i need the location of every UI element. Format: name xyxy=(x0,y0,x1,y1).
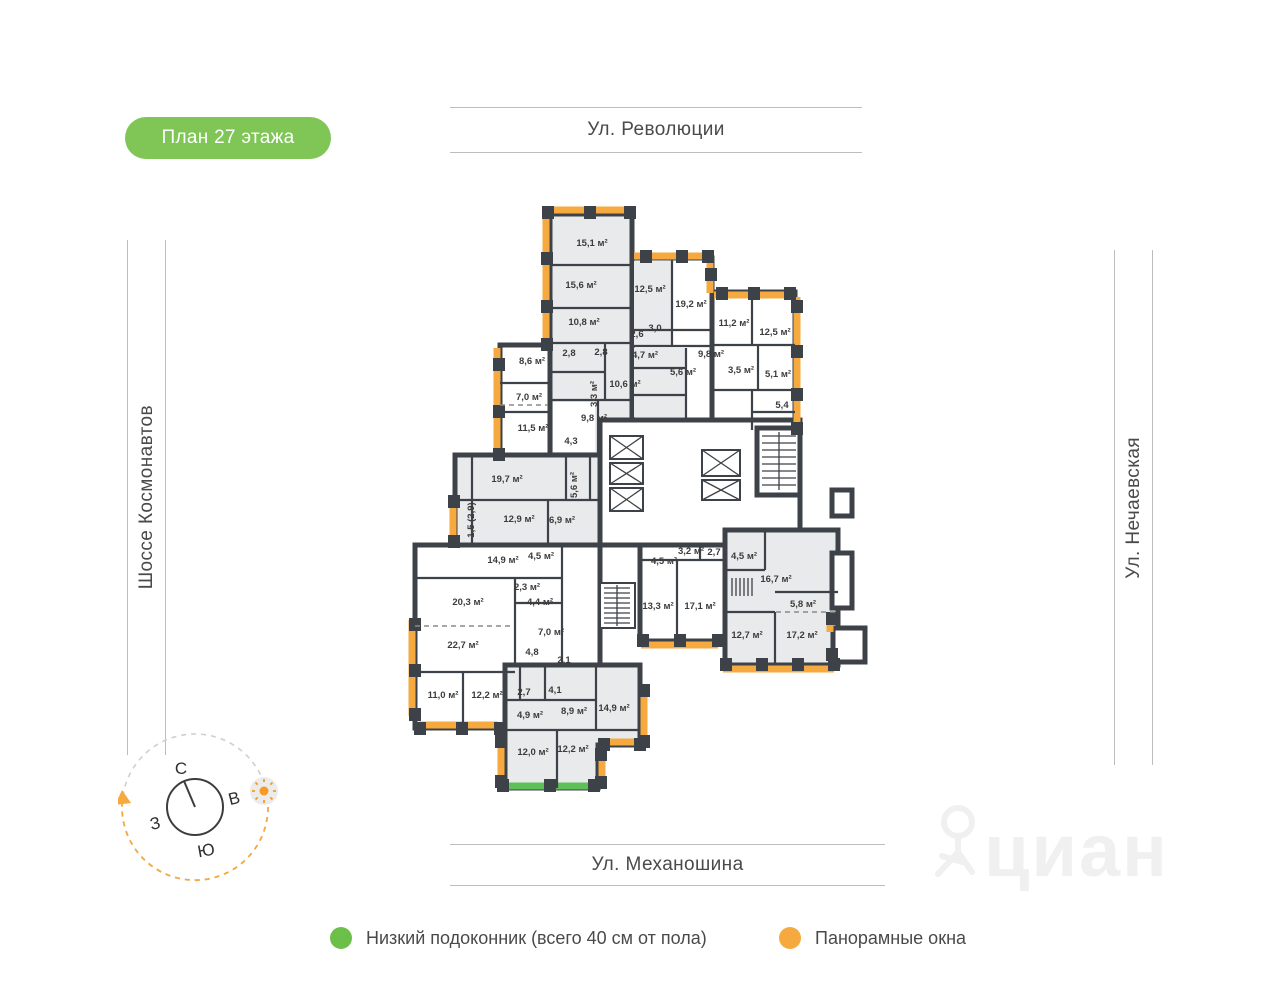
pilaster-block xyxy=(640,250,652,263)
room-area-label: 12,2 м² xyxy=(557,744,589,755)
pilaster-block xyxy=(792,658,804,671)
room-area-label: 7,0 м² xyxy=(537,627,565,638)
pilaster-block xyxy=(716,287,728,300)
pilaster-block xyxy=(493,358,505,371)
room-area-label: 12,2 м² xyxy=(471,690,503,701)
room-area-label: 5,8 м² xyxy=(789,599,817,610)
pilaster-block xyxy=(409,664,421,677)
pilaster-block xyxy=(712,634,724,647)
room-area-label: 10,6 м² xyxy=(609,379,641,390)
legend-low-sill-label: Низкий подоконник (всего 40 см от пола) xyxy=(366,927,707,948)
room-area-label: 4,3 xyxy=(564,436,578,447)
room-area-label: 17,2 м² xyxy=(786,630,818,641)
pilaster-block xyxy=(637,634,649,647)
pilaster-block xyxy=(595,748,607,761)
room-area-label: 2,8 xyxy=(594,347,608,358)
pilaster-block xyxy=(791,422,803,435)
room-area-label: 12,7 м² xyxy=(731,630,763,641)
pilaster-block xyxy=(409,708,421,721)
room-area-label: 2,7 xyxy=(517,687,531,698)
room-area-label: 12,0 м² xyxy=(517,747,549,758)
room-area-label: 2,3 м² xyxy=(513,582,541,593)
room-area-label: 9,8 м² xyxy=(697,349,725,360)
pilaster-block xyxy=(720,658,732,671)
room-area-label: 4,8 xyxy=(525,647,539,658)
pilaster-block xyxy=(541,300,553,313)
room-area-label: 5,6 м² xyxy=(669,367,697,378)
pilaster-block xyxy=(784,287,796,300)
room-area-label: 2,6 xyxy=(630,329,644,340)
compass-east-label: В xyxy=(226,787,242,810)
room-area-label: 20,3 м² xyxy=(452,597,484,608)
pilaster-block xyxy=(748,287,760,300)
compass-south-label: Ю xyxy=(195,839,217,862)
legend-panoramic-label: Панорамные окна xyxy=(815,927,967,948)
compass-west-label: З xyxy=(148,813,163,834)
pilaster-block xyxy=(448,495,460,508)
room-area-label: 8,9 м² xyxy=(560,706,588,717)
room-area-label: 19,7 м² xyxy=(491,474,523,485)
street-left-text: Шоссе Космонавтов xyxy=(135,405,157,590)
room-area-label: 13,3 м² xyxy=(642,601,674,612)
pilaster-block xyxy=(791,345,803,358)
pilaster-block xyxy=(826,648,838,661)
room-area-label: 4,4 м² xyxy=(526,597,554,608)
watermark-text: циан xyxy=(984,808,1169,892)
pilaster-block xyxy=(634,738,646,751)
room-area-label: 16,7 м² xyxy=(760,574,792,585)
street-bottom-text: Ул. Механошина xyxy=(591,854,744,875)
pilaster-block xyxy=(544,779,556,792)
room-area-label: 14,9 м² xyxy=(598,703,630,714)
pilaster-block xyxy=(448,535,460,548)
pilaster-block xyxy=(638,684,650,697)
room-area-label: 8,6 м² xyxy=(518,356,546,367)
room-area-label: 5,1 м² xyxy=(764,369,792,380)
room-area-label: 4,5 м² xyxy=(650,556,678,567)
room-area-label: 3,2 м² xyxy=(677,546,705,557)
pilaster-block xyxy=(494,722,506,735)
pilaster-block xyxy=(702,250,714,263)
pilaster-block xyxy=(674,634,686,647)
room-area-label: 11,5 м² xyxy=(517,423,549,434)
pilaster-block xyxy=(826,612,838,625)
pilaster-block xyxy=(705,268,717,281)
room-area-label: 4,5 м² xyxy=(527,551,555,562)
pilaster-block xyxy=(493,448,505,461)
room-area-label: 3,3 м² xyxy=(589,380,600,408)
room-area-label: 4,7 м² xyxy=(631,350,659,361)
pilaster-block xyxy=(588,779,600,792)
room-area-label: 2,1 xyxy=(557,655,571,666)
pilaster-block xyxy=(414,722,426,735)
pilaster-block xyxy=(624,206,636,219)
room-area-label: 12,5 м² xyxy=(759,327,791,338)
street-right-text: Ул. Нечаевская xyxy=(1122,436,1144,579)
room-area-label: 11,2 м² xyxy=(718,318,750,329)
room-area-label: 4,5 м² xyxy=(730,551,758,562)
room-area-label: 3,0 xyxy=(648,323,662,334)
pilaster-block xyxy=(541,252,553,265)
room-area-label: 9,8 м² xyxy=(580,413,608,424)
room-area-label: 6,9 м² xyxy=(548,515,576,526)
room-area-label: 12,5 м² xyxy=(634,284,666,295)
pilaster-block xyxy=(676,250,688,263)
room-area-label: 5,4 xyxy=(775,400,789,411)
room-area-label: 2,8 xyxy=(562,348,576,359)
room-area-label: 11,0 м² xyxy=(427,690,459,701)
room-area-label: 12,9 м² xyxy=(503,514,535,525)
pilaster-block xyxy=(495,735,507,748)
room-area-label: 5,6 м² xyxy=(569,471,580,499)
room-area-label: 10,8 м² xyxy=(568,317,600,328)
room-area-label: 1,5 (2,9) xyxy=(466,502,477,538)
pilaster-block xyxy=(542,206,554,219)
pilaster-block xyxy=(497,779,509,792)
room-area-label: 2,7 xyxy=(707,547,721,558)
floor-plan-badge: План 27 этажа xyxy=(125,117,331,159)
room-area-label: 19,2 м² xyxy=(675,299,707,310)
room-area-label: 15,1 м² xyxy=(576,238,608,249)
pilaster-block xyxy=(541,338,553,351)
room-area-label: 4,1 xyxy=(548,685,562,696)
room-area-label: 22,7 м² xyxy=(447,640,479,651)
room-area-label: 7,0 м² xyxy=(515,392,543,403)
compass-north-label: С xyxy=(174,759,188,778)
room-area-label: 3,5 м² xyxy=(727,365,755,376)
room-area-label: 14,9 м² xyxy=(487,555,519,566)
pilaster-block xyxy=(409,618,421,631)
room-area-label: 4,9 м² xyxy=(516,710,544,721)
room-area-label: 15,6 м² xyxy=(565,280,597,291)
pilaster-block xyxy=(791,300,803,313)
room-area-label: 17,1 м² xyxy=(684,601,716,612)
street-top-text: Ул. Революции xyxy=(587,119,725,140)
pilaster-block xyxy=(756,658,768,671)
pilaster-block xyxy=(584,206,596,219)
